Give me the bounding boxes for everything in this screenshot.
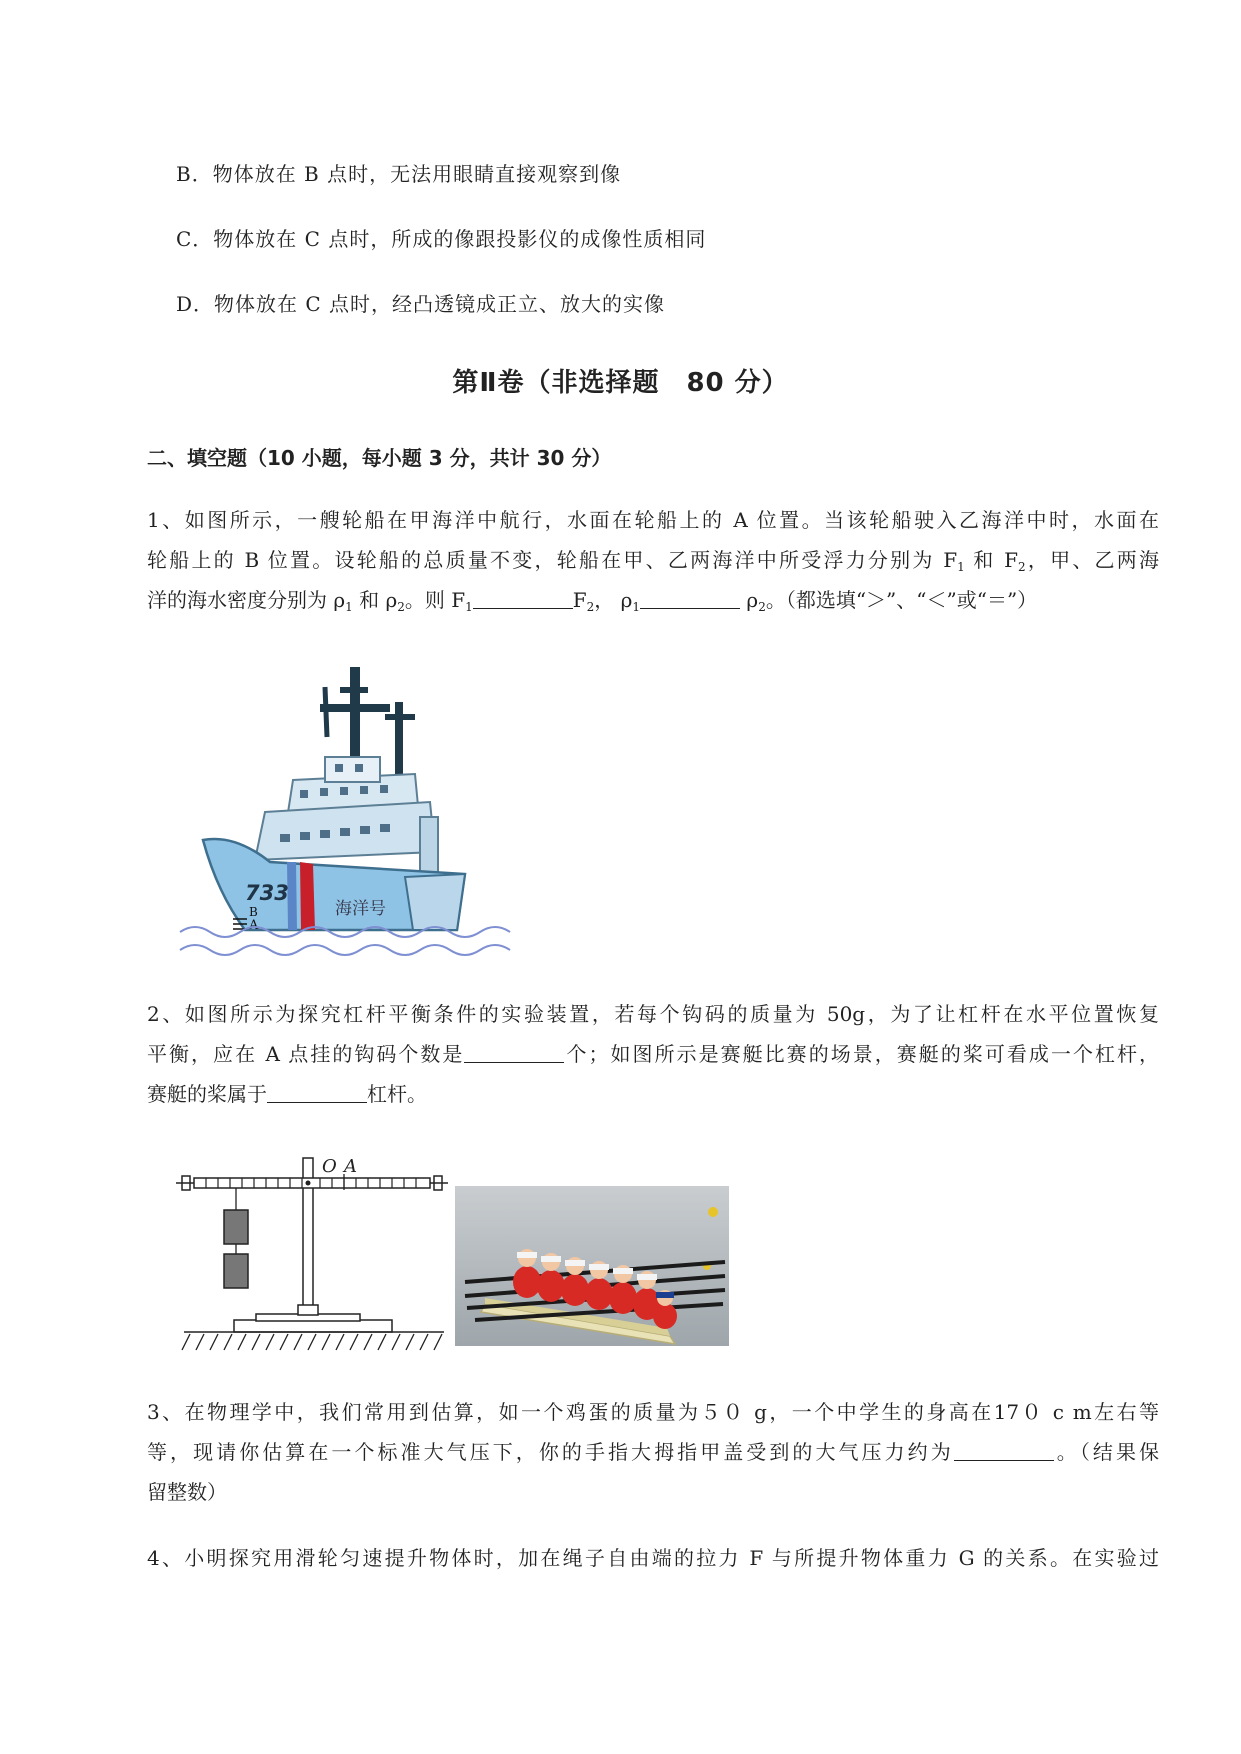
- question-2-line-3: 赛艇的桨属于 杠杆。: [147, 1082, 427, 1106]
- answer-blank-2[interactable]: [640, 586, 740, 609]
- question-1-line-1: 1、如图所示，一艘轮船在甲海洋中航行，水面在轮船上的 A 位置。当该轮船驶入乙海洋中时，水面在: [147, 508, 1159, 532]
- waterline-b: B: [249, 905, 258, 919]
- ship-name: 海洋号: [335, 899, 386, 919]
- question-3-line-3: 留整数）: [147, 1480, 227, 1504]
- question-3-line-1: 3、在物理学中，我们常用到估算，如一个鸡蛋的质量为５０ g，一个中学生的身高在17０ c m左右等: [147, 1400, 1159, 1424]
- question-1-line-3: 洋的海水密度分别为 $\rho_1$ 和 $\rho_2$。则 $F_1$ $F_2$， $\rho_1$ $\rho_2$。（都选填“＞”、“＜”或“＝”）: [147, 588, 1038, 614]
- question-4: [147, 1538, 1159, 1578]
- section-title: 二、填空题（10 小题，每小题 3 分，共计 30 分）: [147, 446, 612, 470]
- question-1-line-2: 轮船上的 B 位置。设轮船的总质量不变，轮船在甲、乙两海洋中所受浮力分别为 $F_1$ 和 $F_2$，甲、乙两海: [147, 548, 1160, 574]
- waterline-a: A: [249, 918, 259, 933]
- answer-blank-3[interactable]: [464, 1040, 564, 1063]
- pivot-label-o: O: [322, 1156, 337, 1177]
- question-3-line-2: 等，现请你估算在一个标准大气压下，你的手指大拇指甲盖受到的大气压力约为 。（结果保: [147, 1440, 1160, 1464]
- answer-blank-1[interactable]: [473, 586, 573, 609]
- question-2-line-1: 2、如图所示为探究杠杆平衡条件的实验装置，若每个钩码的质量为 50g，为了让杠杆在水平位置恢复: [147, 1002, 1159, 1026]
- question-2: [147, 994, 1159, 1114]
- ship-figure: [175, 662, 530, 962]
- option-d: D．物体放在 C 点时，经凸透镜成正立、放大的实像: [176, 292, 666, 316]
- point-label-a: A: [344, 1156, 357, 1177]
- answer-blank-5[interactable]: [954, 1438, 1054, 1461]
- option-b: B．物体放在 B 点时，无法用眼睛直接观察到像: [176, 162, 622, 186]
- answer-blank-4[interactable]: [267, 1080, 367, 1103]
- rowing-photo: [455, 1186, 729, 1346]
- option-c: C．物体放在 C 点时，所成的像跟投影仪的成像性质相同: [176, 227, 707, 251]
- question-1: [147, 500, 1159, 620]
- question-3: [147, 1392, 1159, 1512]
- question-2-line-2: 平衡，应在 A 点挂的钩码个数是 个；如图所示是赛艇比赛的场景，赛艇的桨可看成一个杠杆，: [147, 1042, 1160, 1066]
- part-title: 第Ⅱ卷（非选择题 80 分）: [452, 368, 789, 398]
- hull-number: 733: [245, 881, 289, 905]
- lever-figure: [176, 1150, 452, 1354]
- question-4-line-1: 4、小明探究用滑轮匀速提升物体时，加在绳子自由端的拉力 F 与所提升物体重力 G 的关系。在实验过: [147, 1546, 1159, 1570]
